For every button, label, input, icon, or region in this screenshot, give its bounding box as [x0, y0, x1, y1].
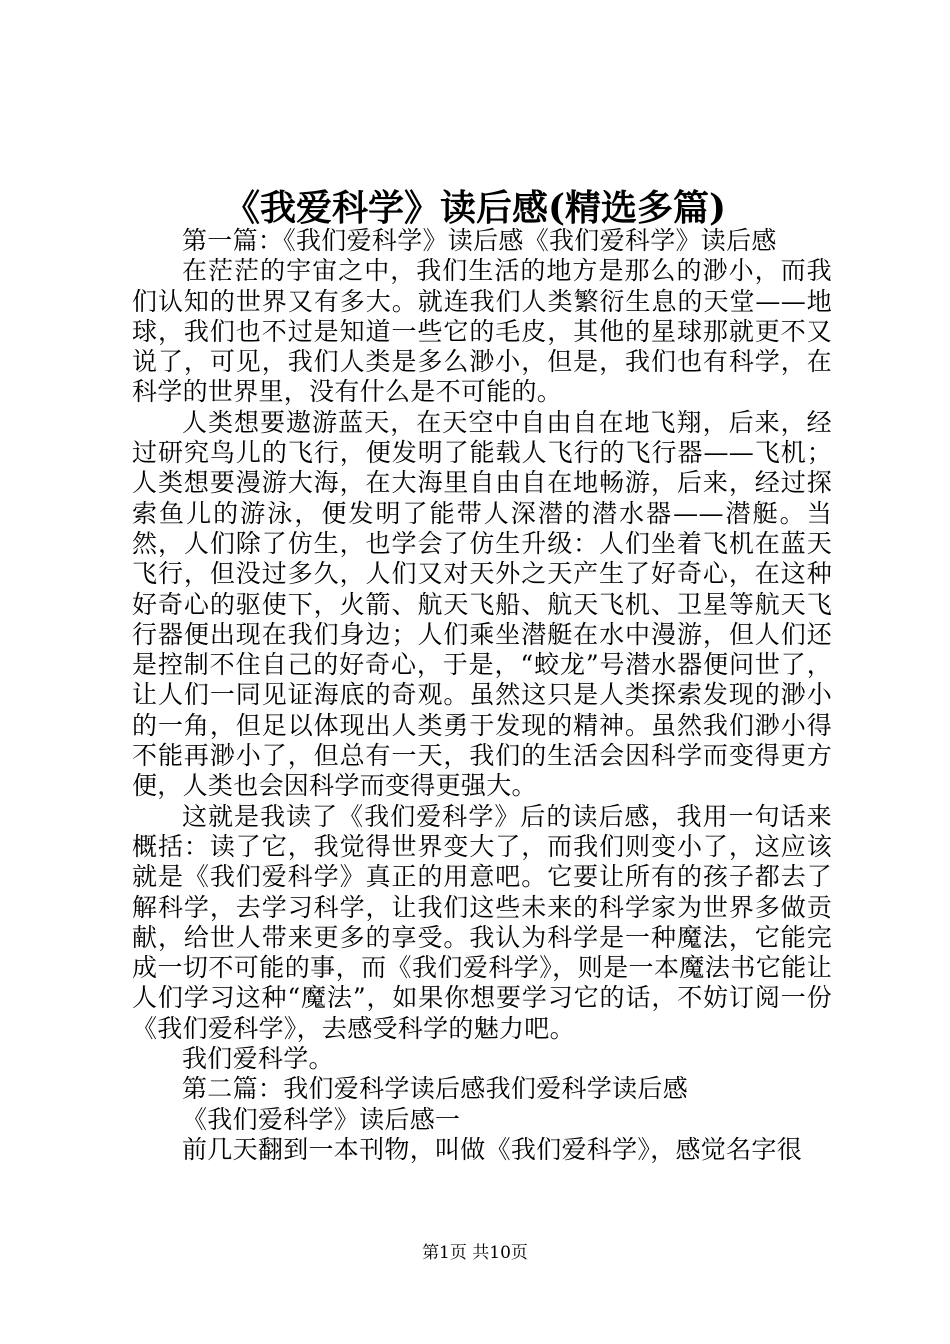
paragraph-section-1-heading: 第一篇：《我们爱科学》读后感《我们爱科学》读后感 [182, 226, 777, 255]
paragraph: 在茫茫的宇宙之中，我们生活的地方是那么的渺小，而我们认知的世界又有多大。就连我们人类繁衍生息的天堂——地球，我们也不过是知道一些它的毛皮，其他的星球那就更不又说了，可见，我们人类是多么渺小，但是，我们也有科学，在科学的世界里，没有什么是不可能的。 [132, 256, 832, 407]
paragraph: 这就是我读了《我们爱科学》后的读后感，我用一句话来概括：读了它，我觉得世界变大了，而我们则变小了，这应该就是《我们爱科学》真正的用意吧。它要让所有的孩子都去了解科学，去学习科学，让我们这些未来的科学家为世界多做贡献，给世人带来更多的享受。我认为科学是一种魔法，它能完成一切不可能的事，而《我们爱科学》，则是一本魔法书它能让人们学习这种“魔法”，如果你想要学习它的话，不妨订阅一份《我们爱科学》，去感受科学的魅力吧。 [132, 801, 832, 1043]
paragraph: 前几天翻到一本刊物，叫做《我们爱科学》，感觉名字很 [182, 1134, 803, 1164]
paragraph-subheading: 《我们爱科学》读后感一 [182, 1104, 461, 1134]
paragraph: 人类想要遨游蓝天，在天空中自由自在地飞翔，后来，经过研究鸟儿的飞行，便发明了能载人飞行的飞行器——飞机；人类想要漫游大海，在大海里自由自在地畅游，后来，经过探索鱼儿的游泳，便发明了能带人深潜的潜水器——潜艇。当然，人们除了仿生，也学会了仿生升级：人们坐着飞机在蓝天飞行，但没过多久，人们又对天外之天产生了好奇心，在这种好奇心的驱使下，火箭、航天飞船、航天飞机、卫星等航天飞行器便出现在我们身边；人们乘坐潜艇在水中漫游，但人们还是控制不住自己的好奇心，于是，“蛟龙”号潜水器便问世了，让人们一同见证海底的奇观。虽然这只是人类探索发现的渺小的一角，但足以体现出人类勇于发现的精神。虽然我们渺小得不能再渺小了，但总有一天，我们的生活会因科学而变得更方便，人类也会因科学而变得更强大。 [132, 407, 832, 801]
document-title: 《我爱科学》读后感(精选多篇) [223, 187, 727, 229]
document-body [132, 226, 832, 1165]
paragraph-section-2-heading: 第二篇：我们爱科学读后感我们爱科学读后感 [182, 1074, 689, 1104]
paragraph: 我们爱科学。 [182, 1044, 334, 1074]
page-footer: 第1页 共10页 [422, 1243, 528, 1263]
